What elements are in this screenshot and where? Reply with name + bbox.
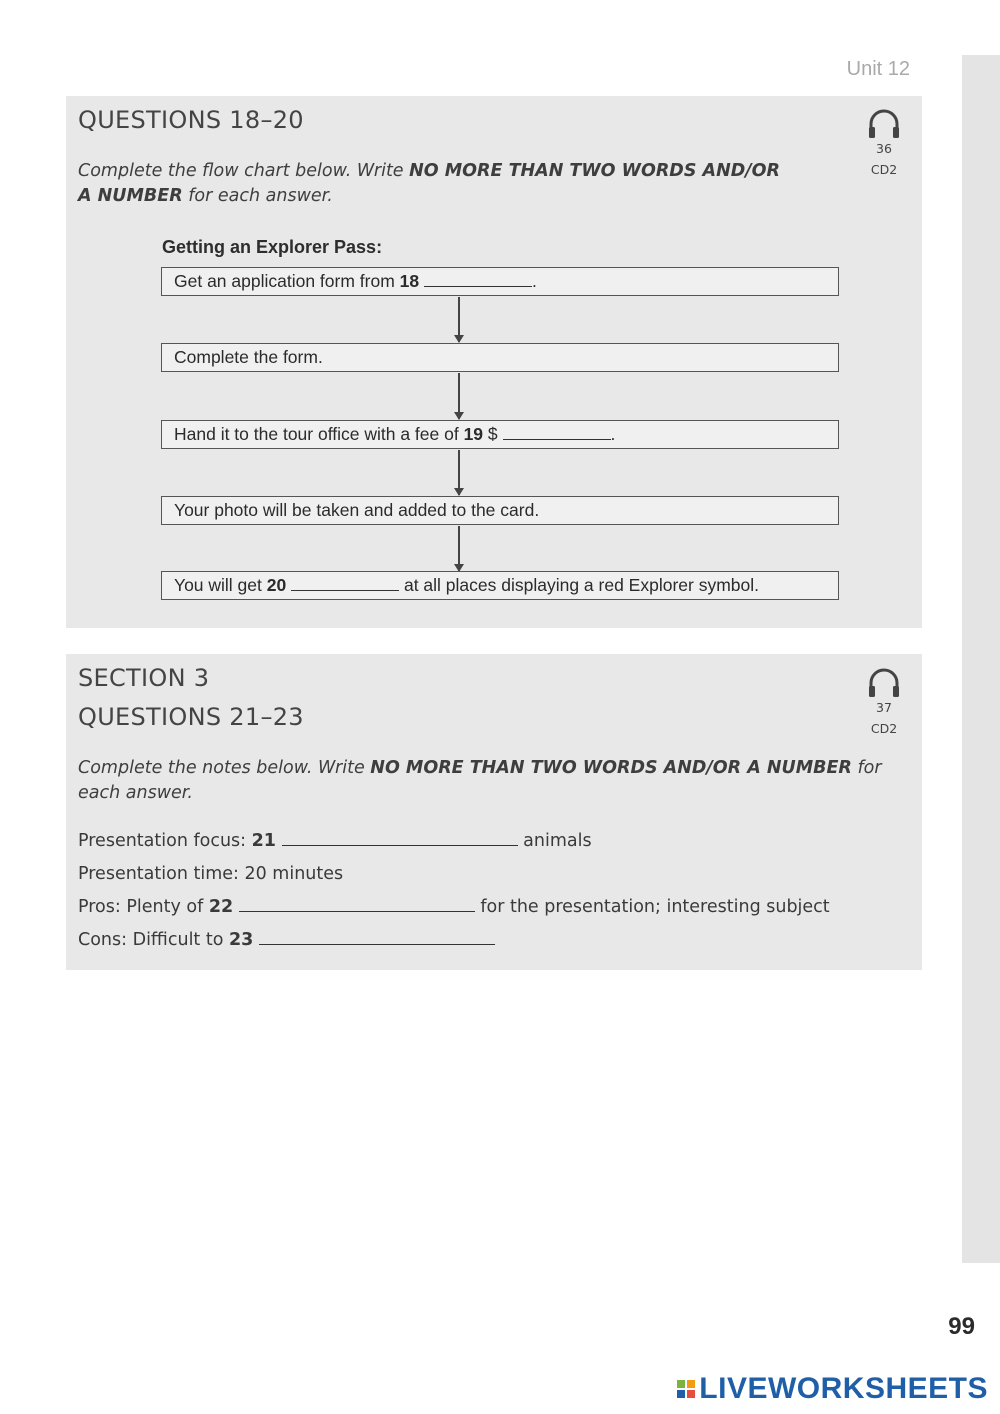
liveworksheets-logo-icon bbox=[677, 1380, 695, 1398]
section-3-panel bbox=[66, 654, 922, 970]
brand-name: LIVEWORKSHEETS bbox=[699, 1372, 988, 1405]
section-heading: QUESTIONS 18–20 bbox=[78, 106, 304, 134]
liveworksheets-logo[interactable] bbox=[677, 1372, 988, 1406]
flow-chart-title: Getting an Explorer Pass: bbox=[162, 237, 383, 257]
note-cons: Cons: Difficult to 23 bbox=[78, 930, 495, 950]
section-label: SECTION 3 bbox=[78, 664, 210, 692]
questions-18-20-panel bbox=[66, 96, 922, 628]
answer-blank-23[interactable] bbox=[259, 930, 495, 945]
flow-step-4: Your photo will be taken and added to the card. bbox=[161, 496, 839, 525]
headphones-icon bbox=[866, 667, 902, 699]
answer-blank-20[interactable] bbox=[291, 576, 399, 591]
instructions: Complete the flow chart below. Write NO MORE THAN TWO WORDS AND/OR A NUMBER for each answer. bbox=[78, 161, 780, 206]
flow-step-3: Hand it to the tour office with a fee of 19 $ . bbox=[161, 420, 839, 449]
answer-blank-21[interactable] bbox=[282, 831, 518, 846]
answer-blank-19[interactable] bbox=[503, 425, 611, 440]
flow-arrow bbox=[458, 297, 460, 342]
audio-track-number: 36 bbox=[876, 141, 892, 156]
page-number: 99 bbox=[948, 1313, 975, 1340]
instructions: Complete the notes below. Write NO MORE THAN TWO WORDS AND/OR A NUMBER for each answer. bbox=[78, 758, 882, 803]
note-pros: Pros: Plenty of 22 for the presentation; interesting subject bbox=[78, 897, 830, 917]
note-presentation-time: Presentation time: 20 minutes bbox=[78, 864, 344, 884]
note-presentation-focus: Presentation focus: 21 animals bbox=[78, 831, 592, 851]
unit-label: Unit 12 bbox=[846, 58, 910, 80]
flow-arrow bbox=[458, 450, 460, 495]
flow-step-2: Complete the form. bbox=[161, 343, 839, 372]
flow-step-1: Get an application form from 18 . bbox=[161, 267, 839, 296]
answer-blank-18[interactable] bbox=[424, 272, 532, 287]
page-edge-strip bbox=[962, 55, 1000, 1263]
flow-arrow bbox=[458, 373, 460, 419]
flow-step-5: You will get 20 at all places displaying a red Explorer symbol. bbox=[161, 571, 839, 600]
headphones-icon bbox=[866, 108, 902, 140]
answer-blank-22[interactable] bbox=[239, 897, 475, 912]
audio-disc-label: CD2 bbox=[870, 162, 898, 177]
audio-track-number: 37 bbox=[876, 700, 892, 715]
section-heading: QUESTIONS 21–23 bbox=[78, 703, 304, 731]
audio-track-37[interactable] bbox=[862, 667, 906, 736]
audio-disc-label: CD2 bbox=[870, 721, 898, 736]
flow-arrow bbox=[458, 526, 460, 571]
audio-track-36[interactable] bbox=[862, 108, 906, 177]
